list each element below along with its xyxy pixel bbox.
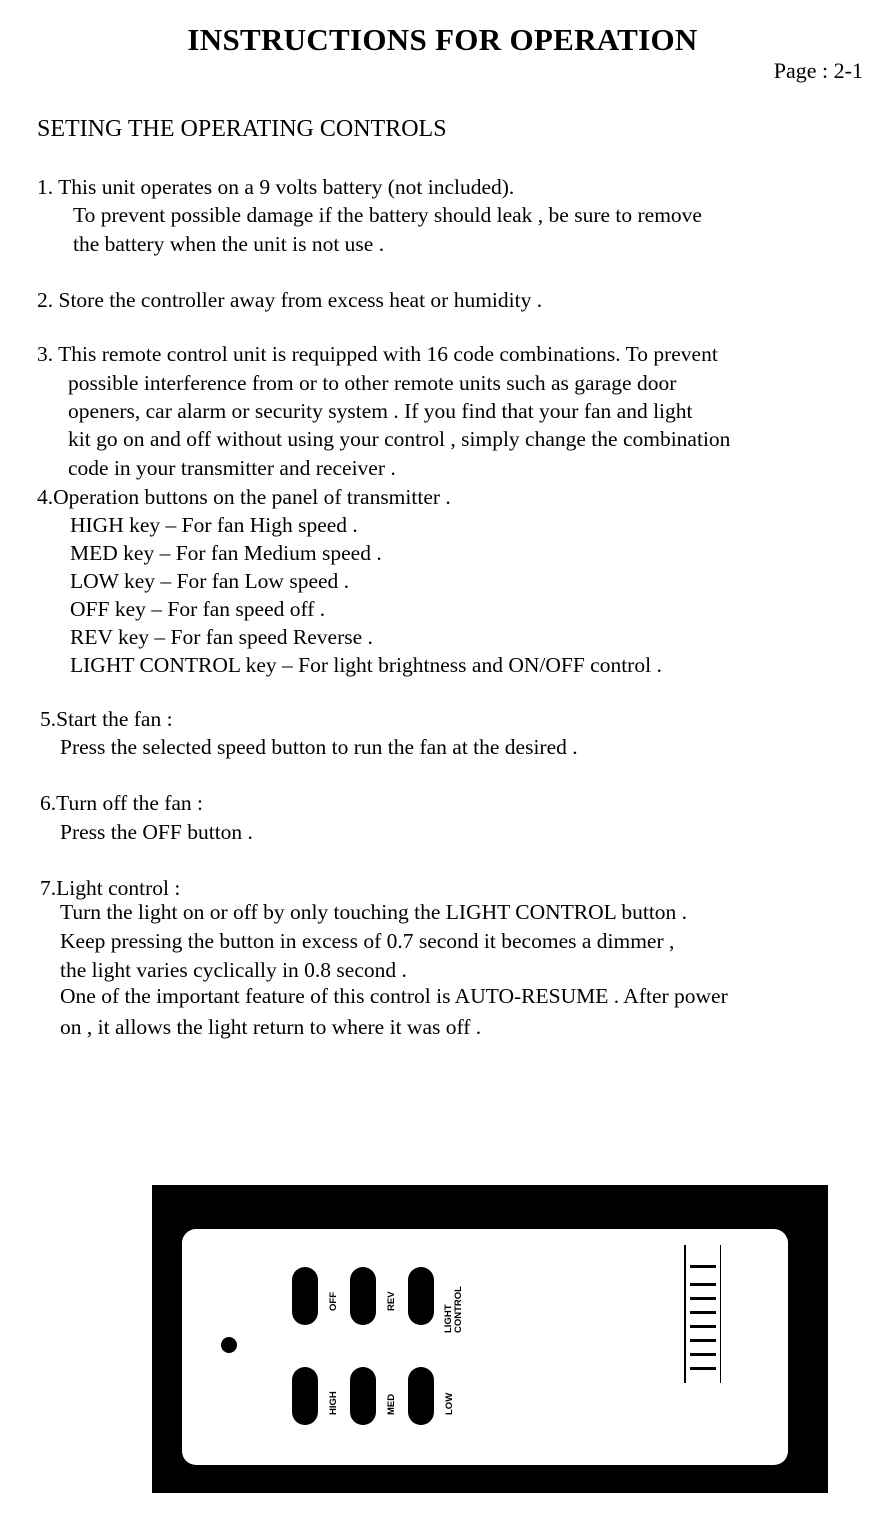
light-control-button xyxy=(408,1267,434,1325)
instruction-line: One of the important feature of this control is AUTO-RESUME . After power xyxy=(60,984,728,1008)
instruction-line: code in your transmitter and receiver . xyxy=(68,456,396,480)
indicator-light xyxy=(221,1337,237,1353)
page-number: Page : 2-1 xyxy=(773,58,863,83)
low-button-label: LOW xyxy=(444,1392,455,1415)
instruction-line: Turn the light on or off by only touching the LIGHT CONTROL button . xyxy=(60,900,688,924)
instruction-line: Press the selected speed button to run the fan at the desired . xyxy=(60,735,578,759)
light-control-button-label: LIGHT CONTROL xyxy=(443,1286,464,1333)
key-line-low: LOW key – For fan Low speed . xyxy=(70,569,350,593)
rev-button-label: REV xyxy=(386,1291,397,1311)
key-line-med: MED key – For fan Medium speed . xyxy=(70,541,382,565)
remote-panel xyxy=(182,1229,788,1465)
key-line-rev: REV key – For fan speed Reverse . xyxy=(70,625,373,649)
instruction-line: 2. Store the controller away from excess heat or humidity . xyxy=(37,288,543,312)
key-line-light-control: LIGHT CONTROL key – For light brightness and ON/OFF control . xyxy=(70,653,662,677)
instruction-line: Keep pressing the button in excess of 0.7 second it becomes a dimmer , xyxy=(60,929,675,953)
code-switch xyxy=(684,1245,721,1383)
instruction-line: 6.Turn off the fan : xyxy=(40,791,204,815)
instruction-line: openers, car alarm or security system . If you find that your fan and light xyxy=(68,399,693,423)
instruction-line: kit go on and off without using your control , simply change the combination xyxy=(68,427,731,451)
page-title: INSTRUCTIONS FOR OPERATION xyxy=(187,22,698,57)
instruction-line: 5.Start the fan : xyxy=(40,707,173,731)
key-line-high: HIGH key – For fan High speed . xyxy=(70,513,358,537)
instruction-line: the battery when the unit is not use . xyxy=(73,232,385,256)
low-button xyxy=(408,1367,434,1425)
instruction-line: 7.Light control : xyxy=(40,876,181,900)
section-title: SETING THE OPERATING CONTROLS xyxy=(37,116,447,142)
med-button-label: MED xyxy=(386,1393,397,1415)
high-button xyxy=(292,1367,318,1425)
instruction-line: Press the OFF button . xyxy=(60,820,253,844)
instruction-line: 4.Operation buttons on the panel of transmitter . xyxy=(37,485,451,509)
high-button-label: HIGH xyxy=(328,1391,339,1415)
off-button-label: OFF xyxy=(328,1292,339,1311)
instruction-line: To prevent possible damage if the battery should leak , be sure to remove xyxy=(73,203,702,227)
instruction-line: possible interference from or to other remote units such as garage door xyxy=(68,371,677,395)
instruction-line: the light varies cyclically in 0.8 second . xyxy=(60,958,407,982)
key-line-off: OFF key – For fan speed off . xyxy=(70,597,326,621)
med-button xyxy=(350,1367,376,1425)
remote-control-illustration xyxy=(152,1185,828,1493)
off-button xyxy=(292,1267,318,1325)
rev-button xyxy=(350,1267,376,1325)
instruction-line: on , it allows the light return to where it was off . xyxy=(60,1015,482,1039)
instruction-line: 1. This unit operates on a 9 volts battery (not included). xyxy=(37,175,515,199)
instruction-line: 3. This remote control unit is requipped with 16 code combinations. To prevent xyxy=(37,342,718,366)
